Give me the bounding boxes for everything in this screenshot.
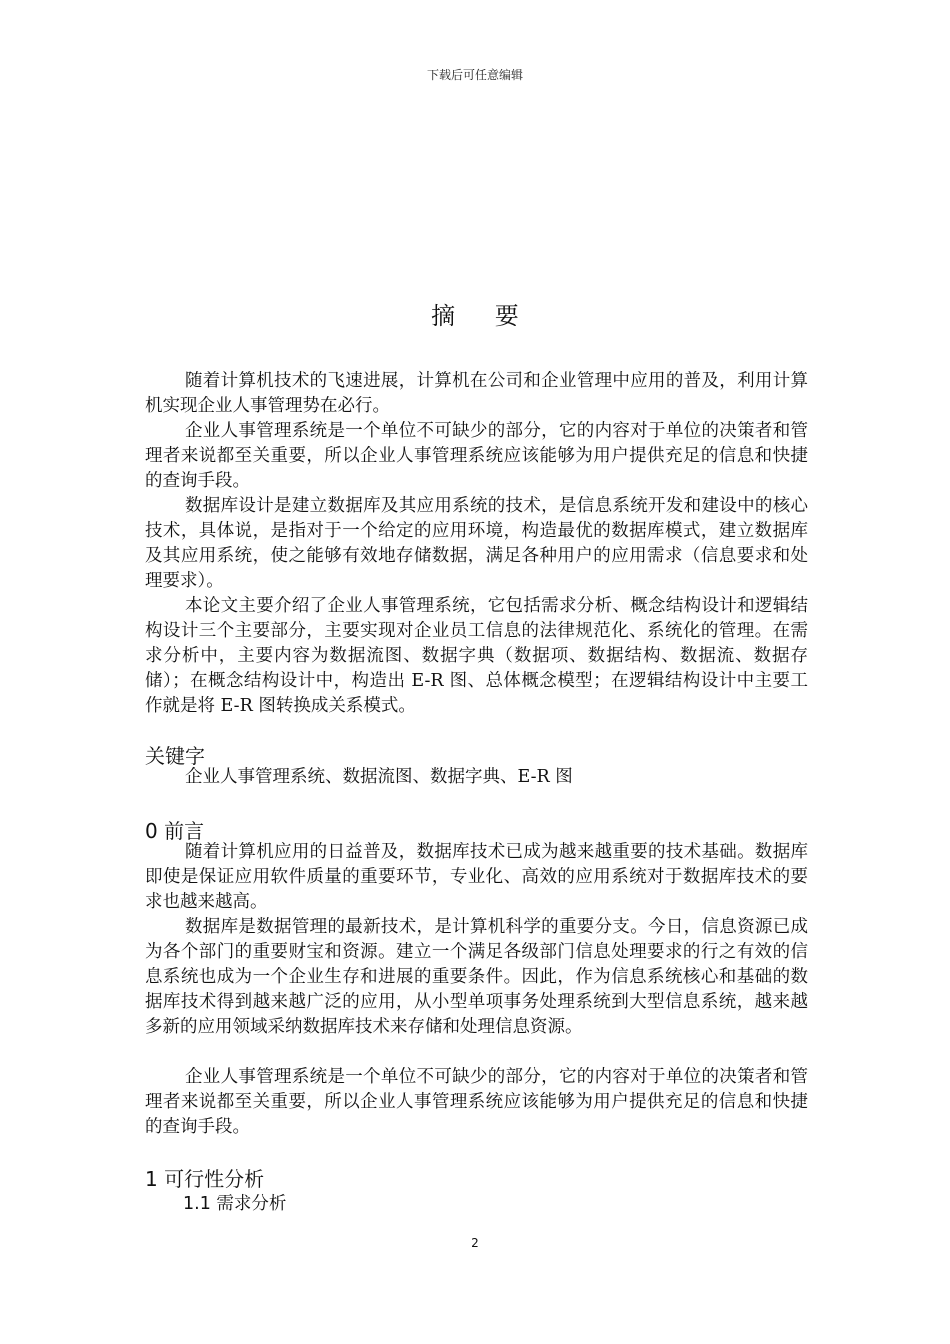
abstract-paragraph-3: 数据库设计是建立数据库及其应用系统的技术，是信息系统开发和建设中的核心技术，具体说，是指对于一个给定的应用环境，构造最优的数据库模式，建立数据库及其应用系统，使之能够有效地存储数据，满足各种用户的应用需求（信息要求和处理要求）。 [145, 496, 808, 591]
intro-paragraph-3: 企业人事管理系统是一个单位不可缺少的部分，它的内容对于单位的决策者和管理者来说都至关重要，所以企业人事管理系统应该能够为用户提供充足的信息和快捷的查询手段。 [145, 1067, 808, 1137]
intro-paragraph-1: 随着计算机应用的日益普及，数据库技术已成为越来越重要的技术基础。数据库即使是保证应用软件质量的重要环节，专业化、高效的应用系统对于数据库技术的要求也越来越高。 [145, 842, 808, 912]
keywords-text: 企业人事管理系统、数据流图、数据字典、E-R 图 [185, 767, 573, 787]
intro-paragraph-2: 数据库是数据管理的最新技术，是计算机科学的重要分支。今日，信息资源已成为各个部门的重要财宝和资源。建立一个满足各级部门信息处理要求的行之有效的信息系统也成为一个企业生存和进展的重要条件。因此，作为信息系统核心和基础的数据库技术得到越来越广泛的应用，从小型单项事务处理系统到大型信息系统，越来越多新的应用领域采纳数据库技术来存储和处理信息资源。 [145, 917, 808, 1037]
abstract-title: 摘 要 [431, 302, 535, 330]
section-1-1-heading: 1.1 需求分析 [183, 1194, 287, 1214]
page-number: 2 [471, 1236, 479, 1250]
abstract-paragraph-1: 随着计算机技术的飞速进展，计算机在公司和企业管理中应用的普及，利用计算机实现企业人事管理势在必行。 [145, 371, 808, 416]
page-header: 下载后可任意编辑 [426, 68, 523, 82]
intro-heading: 0 前言 [145, 819, 205, 843]
abstract-paragraph-4: 本论文主要介绍了企业人事管理系统，它包括需求分析、概念结构设计和逻辑结构设计三个主要部分，主要实现对企业员工信息的法律规范化、系统化的管理。在需求分析中，主要内容为数据流图、数据字典（数据项、数据结构、数据流、数据存储）；在概念结构设计中，构造出 E-R 图、总体概念模型；在逻辑结构设计中主要工作就是将 E-R 图转换成关系模式。 [145, 596, 808, 716]
abstract-paragraph-2: 企业人事管理系统是一个单位不可缺少的部分，它的内容对于单位的决策者和管理者来说都至关重要，所以企业人事管理系统应该能够为用户提供充足的信息和快捷的查询手段。 [145, 421, 808, 491]
section-1-heading: 1 可行性分析 [145, 1167, 265, 1191]
keywords-heading: 关键字 [145, 744, 205, 768]
